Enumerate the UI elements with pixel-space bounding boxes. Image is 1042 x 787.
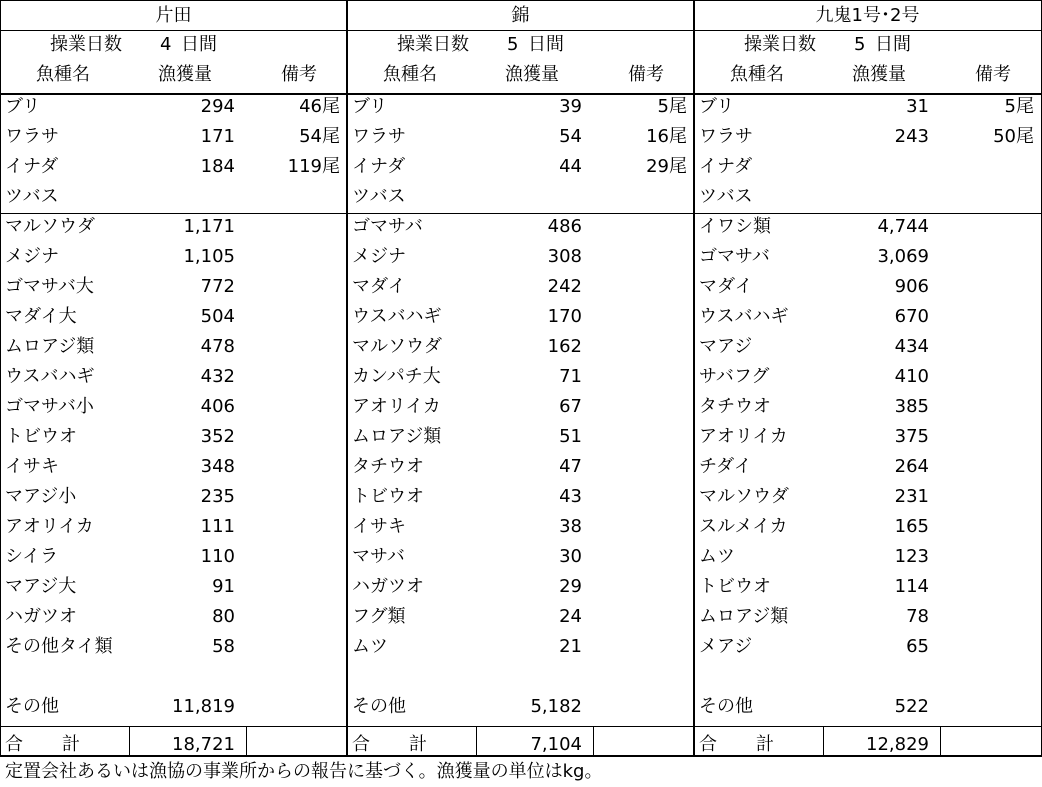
table-border-top bbox=[0, 0, 1042, 1]
catch-amount bbox=[457, 182, 582, 212]
catch-amount: 114 bbox=[894, 576, 929, 597]
others-label: その他 bbox=[352, 696, 406, 717]
catch-amount: 38 bbox=[559, 516, 582, 537]
species-name: ゴマサバ bbox=[699, 246, 770, 267]
species-name: ムツ bbox=[352, 636, 388, 657]
catch-amount: 65 bbox=[906, 636, 929, 657]
catch-amount: 47 bbox=[559, 456, 582, 477]
catch-amount: 30 bbox=[559, 546, 582, 567]
species-name: シイラ bbox=[5, 546, 59, 567]
catch-amount: 123 bbox=[894, 546, 929, 567]
species-name: ゴマサバ大 bbox=[5, 276, 94, 297]
catch-amount: 906 bbox=[894, 276, 929, 297]
catch-amount: 504 bbox=[200, 306, 235, 327]
species-name: アオリイカ bbox=[5, 516, 94, 537]
days-value: 4 bbox=[160, 34, 172, 55]
total-cell-divider bbox=[476, 727, 477, 756]
total-label: 計 bbox=[756, 734, 774, 755]
species-name: ブリ bbox=[5, 96, 41, 117]
footnote: 定置会社あるいは漁協の事業所からの報告に基づく。漁獲量の単位はkg。 bbox=[5, 761, 603, 782]
species-name: タチウオ bbox=[699, 396, 771, 417]
days-suffix: 日間 bbox=[528, 34, 564, 55]
catch-amount: 111 bbox=[200, 516, 235, 537]
catch-amount: 434 bbox=[894, 336, 929, 357]
group-name: 錦 bbox=[511, 5, 530, 26]
catch-amount: 410 bbox=[894, 366, 929, 387]
species-name: マダイ bbox=[699, 276, 753, 297]
species-name: ウスバハギ bbox=[352, 306, 442, 327]
days-label: 操業日数 bbox=[397, 34, 469, 55]
catch-amount: 375 bbox=[894, 426, 929, 447]
catch-amount: 352 bbox=[200, 426, 235, 447]
group-divider bbox=[693, 0, 695, 757]
species-name: メジナ bbox=[5, 246, 59, 267]
species-name: マルソウダ bbox=[699, 486, 789, 507]
species-name: メアジ bbox=[699, 636, 753, 657]
catch-amount: 171 bbox=[200, 126, 235, 147]
others-amount: 5,182 bbox=[530, 696, 582, 717]
catch-amount: 43 bbox=[559, 486, 582, 507]
species-name: トビウオ bbox=[352, 486, 424, 507]
catch-amount: 39 bbox=[559, 96, 582, 117]
species-name: マアジ小 bbox=[5, 486, 77, 507]
species-name: ウスバハギ bbox=[5, 366, 95, 387]
others-label: その他 bbox=[5, 696, 59, 717]
species-name: タチウオ bbox=[352, 456, 424, 477]
total-label: 合 bbox=[699, 734, 717, 755]
others-label: その他 bbox=[699, 696, 753, 717]
fish-count-note: 29尾 bbox=[646, 156, 687, 177]
species-name: イナダ bbox=[5, 156, 59, 177]
column-header-species: 魚種名 bbox=[36, 64, 90, 85]
species-name: イナダ bbox=[699, 156, 753, 177]
species-name: メジナ bbox=[352, 246, 406, 267]
catch-amount bbox=[804, 182, 929, 212]
catch-amount: 243 bbox=[894, 126, 929, 147]
species-name: トビウオ bbox=[5, 426, 77, 447]
catch-amount: 78 bbox=[906, 606, 929, 627]
column-header-species: 魚種名 bbox=[383, 64, 437, 85]
species-name: イナダ bbox=[352, 156, 406, 177]
fish-count-note bbox=[944, 152, 1034, 182]
column-header-species: 魚種名 bbox=[730, 64, 784, 85]
species-name: ハガツオ bbox=[5, 606, 77, 627]
total-amount: 12,829 bbox=[866, 734, 929, 755]
species-name: サバフグ bbox=[699, 366, 770, 387]
species-name: ゴマサバ bbox=[352, 216, 423, 237]
total-amount: 7,104 bbox=[530, 734, 582, 755]
others-amount: 11,819 bbox=[172, 696, 235, 717]
catch-amount: 58 bbox=[212, 636, 235, 657]
catch-amount: 308 bbox=[547, 246, 582, 267]
species-name: ワラサ bbox=[699, 126, 753, 147]
species-name: ブリ bbox=[352, 96, 388, 117]
catch-amount: 294 bbox=[200, 96, 235, 117]
species-name: トビウオ bbox=[699, 576, 771, 597]
table-border-left bbox=[0, 0, 1, 757]
species-name: マルソウダ bbox=[352, 336, 442, 357]
species-name: ハガツオ bbox=[352, 576, 424, 597]
species-name: チダイ bbox=[699, 456, 752, 477]
species-name: マサバ bbox=[352, 546, 405, 567]
catch-amount: 235 bbox=[200, 486, 235, 507]
catch-amount: 29 bbox=[559, 576, 582, 597]
catch-amount: 170 bbox=[547, 306, 582, 327]
species-name: マダイ大 bbox=[5, 306, 77, 327]
species-name: ワラサ bbox=[352, 126, 406, 147]
fish-count-note bbox=[944, 182, 1034, 212]
catch-amount: 231 bbox=[894, 486, 929, 507]
species-name: イサキ bbox=[5, 456, 59, 477]
catch-amount: 3,069 bbox=[877, 246, 929, 267]
total-cell-divider bbox=[246, 727, 247, 756]
column-header-note: 備考 bbox=[281, 64, 317, 85]
catch-amount: 486 bbox=[547, 216, 582, 237]
total-label: 計 bbox=[409, 734, 427, 755]
species-name: フグ類 bbox=[352, 606, 406, 627]
days-value: 5 bbox=[507, 34, 519, 55]
catch-amount: 110 bbox=[200, 546, 235, 567]
fish-count-note bbox=[597, 182, 687, 212]
catch-amount: 264 bbox=[894, 456, 929, 477]
total-cell-divider bbox=[129, 727, 130, 756]
species-name: ツバス bbox=[352, 186, 406, 207]
fish-count-note: 54尾 bbox=[299, 126, 340, 147]
catch-amount: 67 bbox=[559, 396, 582, 417]
catch-amount: 184 bbox=[200, 156, 235, 177]
catch-amount: 1,171 bbox=[183, 216, 235, 237]
species-name: マアジ大 bbox=[5, 576, 77, 597]
catch-amount: 432 bbox=[200, 366, 235, 387]
fish-count-note: 5尾 bbox=[657, 96, 687, 117]
species-name: マアジ bbox=[699, 336, 753, 357]
column-header-catch: 漁獲量 bbox=[505, 64, 559, 85]
species-name: イサキ bbox=[352, 516, 406, 537]
catch-amount: 670 bbox=[894, 306, 929, 327]
catch-amount: 24 bbox=[559, 606, 582, 627]
days-label: 操業日数 bbox=[50, 34, 122, 55]
species-name: ムロアジ類 bbox=[352, 426, 442, 447]
species-name: ブリ bbox=[699, 96, 735, 117]
species-name: ツバス bbox=[5, 186, 59, 207]
total-top-rule bbox=[0, 726, 1042, 727]
group-name: 九鬼1号･2号 bbox=[815, 5, 920, 26]
fish-count-note: 16尾 bbox=[646, 126, 687, 147]
catch-amount: 406 bbox=[200, 396, 235, 417]
fish-count-note: 46尾 bbox=[299, 96, 340, 117]
group-name: 片田 bbox=[155, 5, 192, 26]
header-bottom-rule bbox=[0, 93, 1042, 95]
column-header-catch: 漁獲量 bbox=[158, 64, 212, 85]
species-name: アオリイカ bbox=[699, 426, 788, 447]
column-header-note: 備考 bbox=[628, 64, 664, 85]
fish-count-note bbox=[250, 182, 340, 212]
species-name: ツバス bbox=[699, 186, 753, 207]
species-name: ムツ bbox=[699, 546, 735, 567]
species-name: イワシ類 bbox=[699, 216, 771, 237]
catch-amount bbox=[804, 152, 929, 182]
days-suffix: 日間 bbox=[875, 34, 911, 55]
others-amount: 522 bbox=[894, 696, 929, 717]
catch-amount: 385 bbox=[894, 396, 929, 417]
total-amount: 18,721 bbox=[172, 734, 235, 755]
catch-amount: 51 bbox=[559, 426, 582, 447]
catch-amount: 348 bbox=[200, 456, 235, 477]
species-name: スルメイカ bbox=[699, 516, 788, 537]
species-name: カンパチ大 bbox=[352, 366, 441, 387]
catch-amount: 4,744 bbox=[877, 216, 929, 237]
catch-amount: 31 bbox=[906, 96, 929, 117]
fish-count-note: 119尾 bbox=[287, 156, 340, 177]
total-cell-divider bbox=[593, 727, 594, 756]
catch-amount: 44 bbox=[559, 156, 582, 177]
species-name: その他タイ類 bbox=[5, 636, 113, 657]
catch-amount bbox=[110, 182, 235, 212]
catch-amount: 71 bbox=[559, 366, 582, 387]
catch-amount: 242 bbox=[547, 276, 582, 297]
group-divider bbox=[346, 0, 348, 757]
species-name: ワラサ bbox=[5, 126, 59, 147]
column-header-note: 備考 bbox=[975, 64, 1011, 85]
total-label: 合 bbox=[5, 734, 23, 755]
catch-amount: 1,105 bbox=[183, 246, 235, 267]
yellowtail-divider bbox=[0, 213, 1042, 214]
species-name: ムロアジ類 bbox=[699, 606, 789, 627]
species-name: マダイ bbox=[352, 276, 406, 297]
species-name: ウスバハギ bbox=[699, 306, 789, 327]
catch-amount: 80 bbox=[212, 606, 235, 627]
fish-count-note: 50尾 bbox=[993, 126, 1034, 147]
catch-amount: 478 bbox=[200, 336, 235, 357]
species-name: アオリイカ bbox=[352, 396, 441, 417]
species-name: ムロアジ類 bbox=[5, 336, 95, 357]
total-cell-divider bbox=[823, 727, 824, 756]
total-label: 合 bbox=[352, 734, 370, 755]
species-name: ゴマサバ小 bbox=[5, 396, 94, 417]
catch-amount: 54 bbox=[559, 126, 582, 147]
days-label: 操業日数 bbox=[744, 34, 816, 55]
catch-amount: 21 bbox=[559, 636, 582, 657]
total-cell-divider bbox=[940, 727, 941, 756]
catch-amount: 91 bbox=[212, 576, 235, 597]
header-divider bbox=[0, 30, 1042, 31]
fish-count-note: 5尾 bbox=[1004, 96, 1034, 117]
catch-amount: 165 bbox=[894, 516, 929, 537]
catch-amount: 162 bbox=[547, 336, 582, 357]
days-suffix: 日間 bbox=[181, 34, 217, 55]
catch-amount: 772 bbox=[200, 276, 235, 297]
total-label: 計 bbox=[62, 734, 80, 755]
species-name: マルソウダ bbox=[5, 216, 95, 237]
days-value: 5 bbox=[854, 34, 866, 55]
column-header-catch: 漁獲量 bbox=[852, 64, 906, 85]
